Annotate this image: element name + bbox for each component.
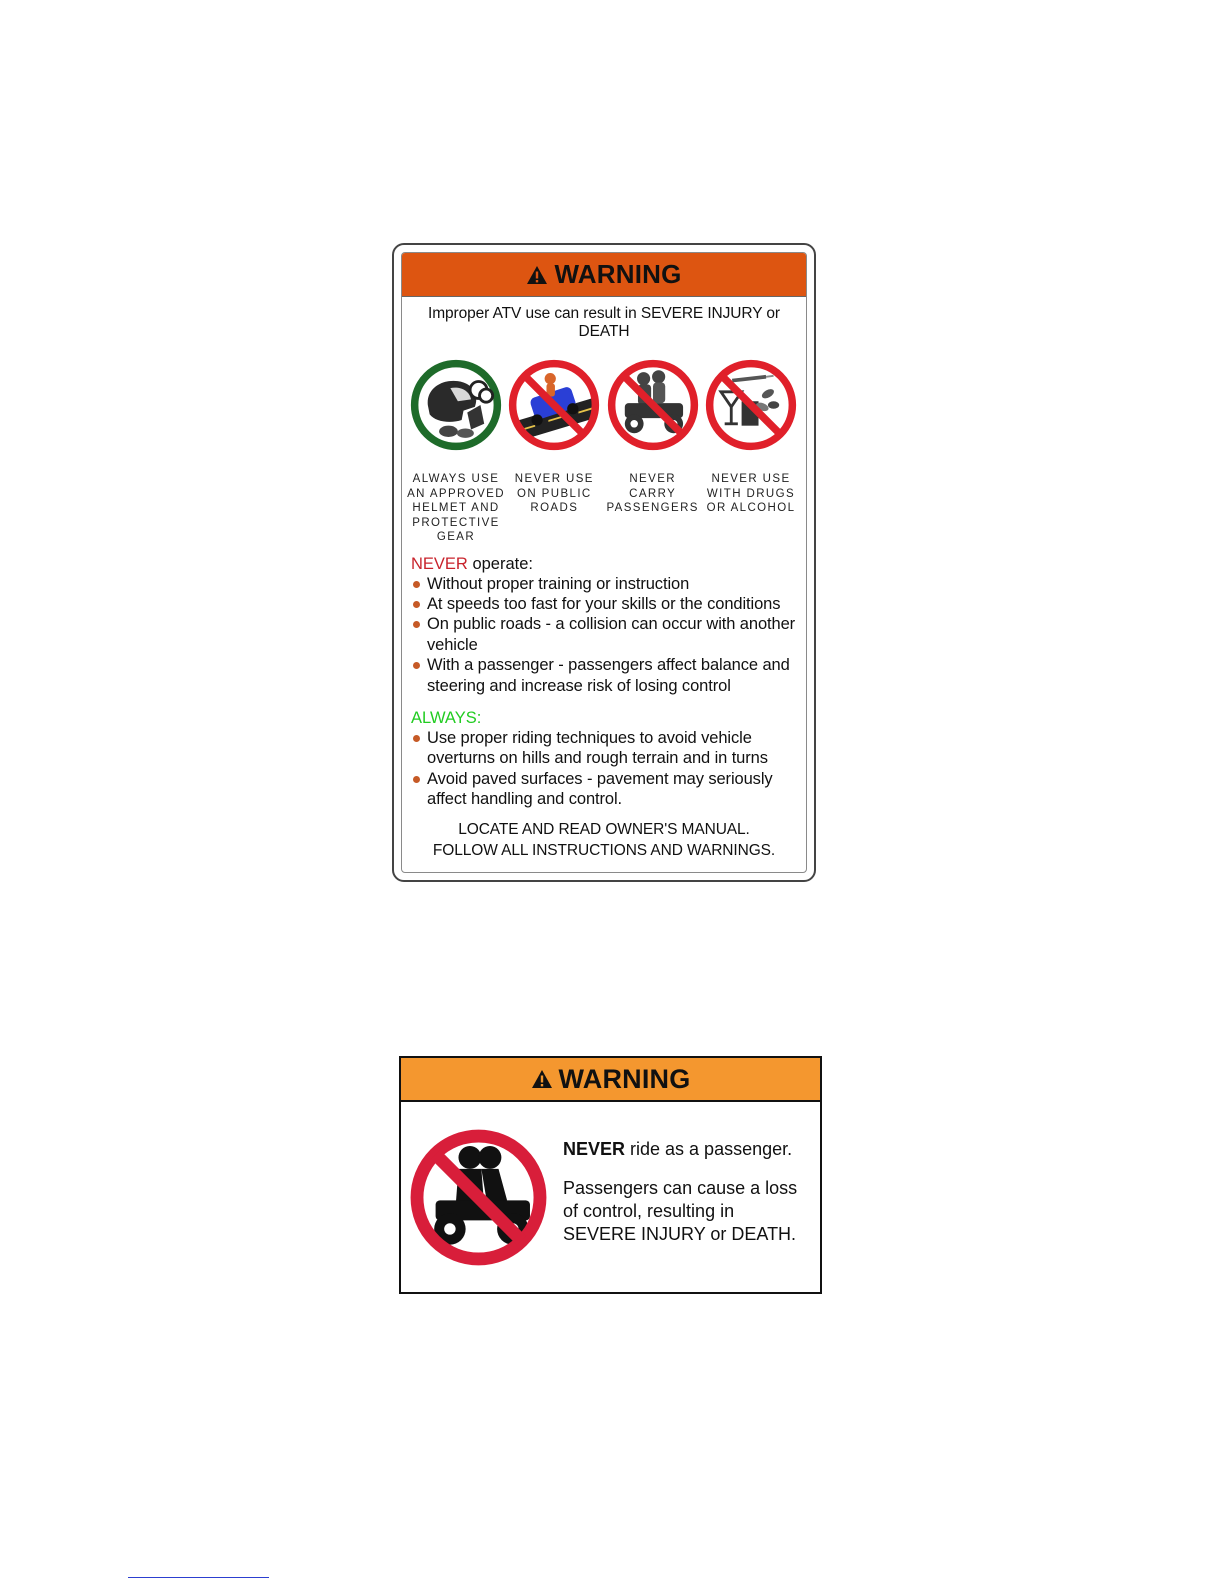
manual-notice-line2: FOLLOW ALL INSTRUCTIONS AND WARNINGS. bbox=[432, 841, 776, 859]
warning-triangle-icon bbox=[531, 1069, 553, 1089]
passenger-warning-line1: NEVER ride as a passenger. bbox=[563, 1139, 793, 1159]
passenger-warning-text bbox=[563, 1138, 797, 1246]
list-item: Avoid paved surfaces - pavement may seriously affect handling and control. bbox=[411, 769, 806, 810]
never-heading bbox=[411, 554, 806, 574]
passenger-warning-line4: SEVERE INJURY or DEATH. bbox=[563, 1224, 797, 1244]
bullet-icon bbox=[413, 621, 420, 628]
always-heading bbox=[411, 708, 806, 728]
helmet-gear-icon bbox=[409, 358, 503, 452]
never-word: NEVER bbox=[411, 554, 468, 573]
caption-helmet: ALWAYS USE AN APPROVED HELMET AND PROTECTIVE GEAR bbox=[407, 473, 505, 543]
no-public-roads-icon bbox=[507, 358, 601, 452]
manual-notice bbox=[402, 819, 806, 861]
warning-banner bbox=[401, 1058, 820, 1102]
warning-subtitle: Improper ATV use can result in SEVERE INJURY or DEATH bbox=[428, 305, 780, 340]
no-passengers-icon bbox=[606, 358, 700, 452]
bullet-icon bbox=[413, 662, 420, 669]
never-bold: NEVER bbox=[563, 1139, 626, 1159]
list-item: On public roads - a collision can occur with another vehicle bbox=[411, 614, 806, 655]
list-item: With a passenger - passengers affect balance and steering and increase risk of losing control bbox=[411, 655, 806, 696]
pictogram-row bbox=[402, 358, 806, 545]
warning-triangle-icon bbox=[526, 265, 548, 285]
caption-drugs: NEVER USE WITH DRUGS OR ALCOHOL bbox=[706, 473, 796, 514]
warning-title: WARNING bbox=[554, 259, 682, 289]
never-list bbox=[411, 574, 806, 696]
list-item: At speeds too fast for your skills or the conditions bbox=[411, 594, 806, 614]
caption-passengers: NEVER CARRY PASSENGERS bbox=[606, 473, 699, 514]
bullet-icon bbox=[413, 735, 420, 742]
list-item: Use proper riding techniques to avoid vehicle overturns on hills and rough terrain and in turns bbox=[411, 728, 806, 769]
bullet-icon bbox=[413, 601, 420, 608]
passenger-warning-body bbox=[401, 1102, 820, 1292]
warning-banner bbox=[402, 253, 806, 297]
pictogram-roads bbox=[505, 358, 603, 545]
no-passenger-riding-icon bbox=[407, 1126, 550, 1269]
manual-notice-line1: LOCATE AND READ OWNER'S MANUAL. bbox=[458, 820, 750, 838]
passenger-warning-line2: Passengers can cause a loss bbox=[563, 1178, 798, 1198]
no-drugs-alcohol-icon bbox=[704, 358, 798, 452]
caption-roads: NEVER USE ON PUBLIC ROADS bbox=[514, 473, 594, 514]
always-word: ALWAYS: bbox=[411, 708, 482, 727]
pictogram-helmet bbox=[407, 358, 505, 545]
list-item: Without proper training or instruction bbox=[411, 574, 806, 594]
bullet-icon bbox=[413, 581, 420, 588]
footnote-rule bbox=[128, 1577, 269, 1578]
always-list bbox=[411, 728, 806, 810]
never-heading-rest: operate: bbox=[467, 554, 533, 573]
pictogram-drugs bbox=[702, 358, 800, 545]
label-inner-border bbox=[401, 252, 807, 873]
warning-title: WARNING bbox=[558, 1063, 691, 1094]
atv-warning-label bbox=[392, 243, 816, 882]
passenger-warning-label bbox=[399, 1056, 822, 1294]
passenger-warning-line3: of control, resulting in bbox=[563, 1201, 735, 1221]
bullet-icon bbox=[413, 776, 420, 783]
pictogram-passengers bbox=[604, 358, 702, 545]
